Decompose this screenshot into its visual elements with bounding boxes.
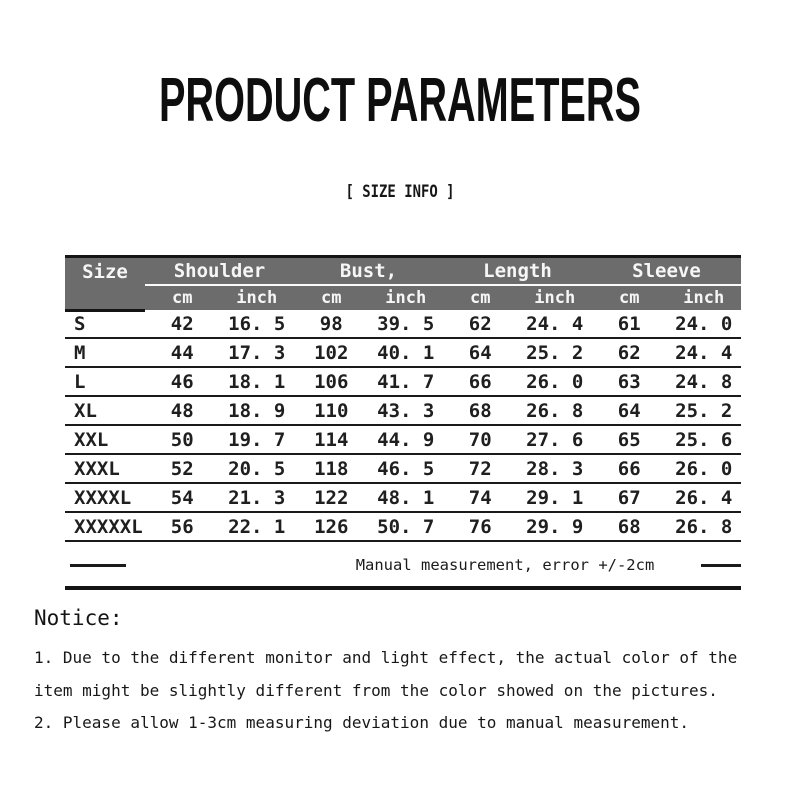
size-value: 70 bbox=[468, 428, 492, 451]
size-value: 26. 8 bbox=[675, 515, 733, 538]
size-value: 48. 1 bbox=[377, 486, 435, 509]
notice-line-2: item might be slightly different from the color showed on the pictures. bbox=[34, 680, 718, 700]
size-value: 44. 9 bbox=[377, 428, 435, 451]
size-value: 27. 6 bbox=[526, 428, 584, 451]
size-value: 106 bbox=[314, 370, 349, 393]
size-row bbox=[65, 484, 741, 513]
size-value: 68 bbox=[468, 399, 492, 422]
size-value: 66 bbox=[468, 370, 492, 393]
size-row bbox=[65, 310, 741, 339]
size-value: 126 bbox=[314, 515, 349, 538]
size-row bbox=[65, 426, 741, 455]
size-value: 19. 7 bbox=[228, 428, 286, 451]
size-value: 25. 2 bbox=[675, 399, 733, 422]
size-value: 18. 9 bbox=[228, 399, 286, 422]
unit-label-cm: cm bbox=[172, 288, 193, 308]
size-value: 102 bbox=[314, 341, 349, 364]
unit-label-cm: cm bbox=[321, 288, 342, 308]
header-size-column: Size bbox=[82, 261, 128, 283]
size-value: 110 bbox=[314, 399, 349, 422]
size-row bbox=[65, 397, 741, 426]
size-value: 48 bbox=[170, 399, 194, 422]
size-value: 29. 9 bbox=[526, 515, 584, 538]
size-value: 24. 8 bbox=[675, 370, 733, 393]
size-value: 29. 1 bbox=[526, 486, 584, 509]
size-row bbox=[65, 513, 741, 542]
size-value: 74 bbox=[468, 486, 492, 509]
size-value: 98 bbox=[319, 312, 343, 335]
notice-line-1: 1. Due to the different monitor and light effect, the actual color of the bbox=[34, 648, 738, 667]
size-value: 22. 1 bbox=[228, 515, 286, 538]
notice-heading: Notice: bbox=[34, 606, 123, 630]
size-value: 76 bbox=[468, 515, 492, 538]
size-value: 50. 7 bbox=[377, 515, 435, 538]
size-value: 63 bbox=[617, 370, 641, 393]
unit-label-cm: cm bbox=[619, 288, 640, 308]
size-value: 64 bbox=[468, 341, 492, 364]
size-value: 68 bbox=[617, 515, 641, 538]
size-value: 66 bbox=[617, 457, 641, 480]
size-value: 62 bbox=[468, 312, 492, 335]
size-table-header bbox=[65, 255, 741, 310]
size-value: 26. 0 bbox=[675, 457, 733, 480]
unit-label-inch: inch bbox=[236, 288, 278, 308]
size-value: 42 bbox=[170, 312, 194, 335]
size-value: 39. 5 bbox=[377, 312, 435, 335]
size-label: XXL bbox=[74, 428, 109, 451]
size-value: 46 bbox=[170, 370, 194, 393]
size-value: 20. 5 bbox=[228, 457, 286, 480]
size-value: 52 bbox=[170, 457, 194, 480]
header-empty-cell bbox=[65, 286, 145, 310]
size-label: L bbox=[74, 370, 86, 393]
size-value: 24. 4 bbox=[526, 312, 584, 335]
size-row bbox=[65, 368, 741, 397]
size-value: 67 bbox=[617, 486, 641, 509]
size-value: 56 bbox=[170, 515, 194, 538]
footer-left-rule bbox=[70, 564, 126, 567]
size-value: 26. 4 bbox=[675, 486, 733, 509]
unit-label-inch: inch bbox=[534, 288, 576, 308]
size-value: 54 bbox=[170, 486, 194, 509]
size-column-underline bbox=[65, 309, 145, 312]
size-value: 118 bbox=[314, 457, 349, 480]
size-table-body bbox=[65, 310, 741, 542]
size-value: 44 bbox=[170, 341, 194, 364]
size-value: 65 bbox=[617, 428, 641, 451]
header-group-shoulder: Shoulder bbox=[145, 258, 294, 286]
size-info-subtitle: [ SIZE INFO ] bbox=[345, 182, 455, 202]
size-label: XXXXXL bbox=[74, 515, 143, 538]
notice-section bbox=[34, 604, 794, 740]
header-group-length: Length bbox=[443, 258, 592, 286]
unit-label-inch: inch bbox=[385, 288, 427, 308]
size-table bbox=[65, 255, 741, 590]
manual-measurement-note: Manual measurement, error +/-2cm bbox=[355, 556, 655, 574]
header-group-sleeve: Sleeve bbox=[592, 258, 741, 286]
size-label: XL bbox=[74, 399, 97, 422]
size-value: 41. 7 bbox=[377, 370, 435, 393]
size-value: 21. 3 bbox=[228, 486, 286, 509]
header-group-bust: Bust, bbox=[294, 258, 443, 286]
size-value: 122 bbox=[314, 486, 349, 509]
size-label: XXXL bbox=[74, 457, 120, 480]
size-value: 61 bbox=[617, 312, 641, 335]
size-value: 26. 8 bbox=[526, 399, 584, 422]
size-value: 17. 3 bbox=[228, 341, 286, 364]
size-value: 24. 0 bbox=[675, 312, 733, 335]
page-title: PRODUCT PARAMETERS bbox=[158, 66, 642, 135]
size-value: 50 bbox=[170, 428, 194, 451]
unit-label-inch: inch bbox=[683, 288, 725, 308]
size-value: 24. 4 bbox=[675, 341, 733, 364]
size-label: S bbox=[74, 312, 86, 335]
size-label: XXXXL bbox=[74, 486, 132, 509]
size-value: 16. 5 bbox=[228, 312, 286, 335]
notice-line-3: 2. Please allow 1-3cm measuring deviation due to manual measurement. bbox=[34, 713, 690, 732]
size-value: 46. 5 bbox=[377, 457, 435, 480]
size-value: 114 bbox=[314, 428, 349, 451]
size-value: 25. 6 bbox=[675, 428, 733, 451]
size-table-footer bbox=[65, 542, 741, 590]
size-value: 72 bbox=[468, 457, 492, 480]
unit-label-cm: cm bbox=[470, 288, 491, 308]
size-value: 43. 3 bbox=[377, 399, 435, 422]
size-value: 40. 1 bbox=[377, 341, 435, 364]
footer-right-rule bbox=[701, 564, 741, 567]
size-row bbox=[65, 455, 741, 484]
size-value: 25. 2 bbox=[526, 341, 584, 364]
size-value: 62 bbox=[617, 341, 641, 364]
size-value: 64 bbox=[617, 399, 641, 422]
size-value: 18. 1 bbox=[228, 370, 286, 393]
size-row bbox=[65, 339, 741, 368]
size-value: 28. 3 bbox=[526, 457, 584, 480]
size-value: 26. 0 bbox=[526, 370, 584, 393]
size-label: M bbox=[74, 341, 86, 364]
